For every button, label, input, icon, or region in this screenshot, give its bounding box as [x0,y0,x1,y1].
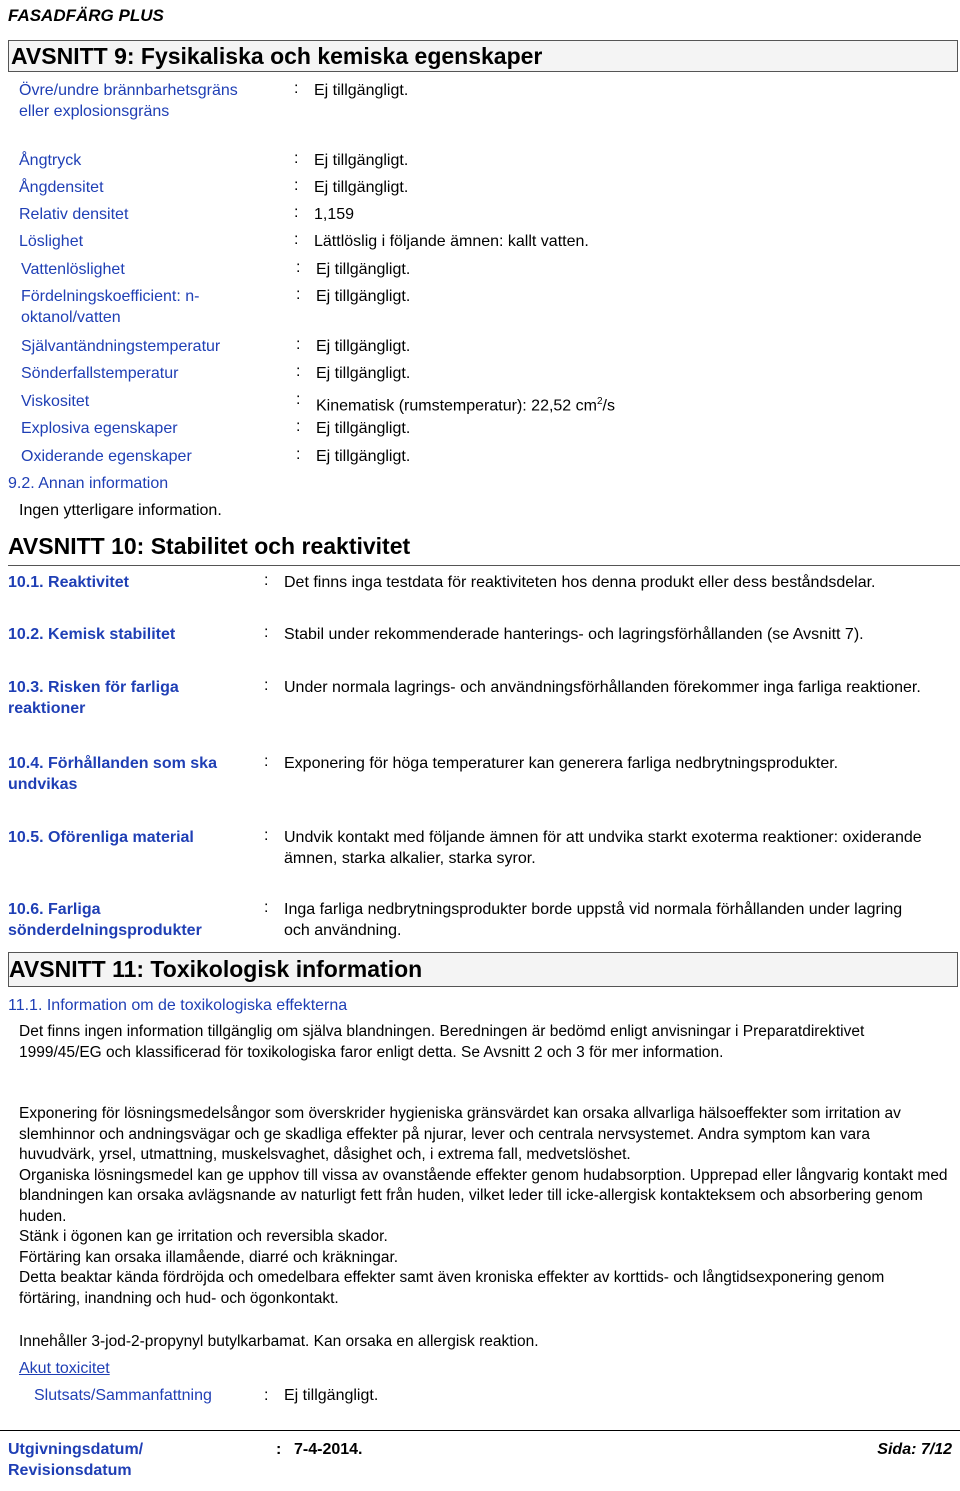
property-label: Löslighet [19,233,84,250]
colon: : [276,1441,282,1458]
incompatible-materials-value: Undvik kontakt med följande ämnen för att undvika starkt exoterma reaktioner: oxiderande ämnen, starka alkalier, starka syror. [284,829,922,867]
property-value: Ej tillgängligt. [316,448,411,465]
property-label: Ångtryck [19,152,82,169]
colon: : [296,363,301,380]
property-label: Relativ densitet [19,206,129,223]
colon: : [264,899,269,916]
colon: : [294,80,299,97]
toxicology-paragraph: Förtäring kan orsaka illamående, diarré och kräkningar. [19,1248,399,1266]
incompatible-materials-label: 10.5. Oförenliga material [8,829,194,846]
chemical-stability-value: Stabil under rekommenderade hanterings- och lagringsförhållanden (se Avsnitt 7). [284,626,864,643]
colon: : [296,446,301,463]
hazardous-reactions-label: 10.3. Risken för farliga reaktioner [8,679,179,717]
footer-date-label: Utgivningsdatum/ Revisionsdatum [8,1441,144,1479]
colon: : [264,827,269,844]
footer-divider [0,1430,960,1431]
property-value: Ej tillgängligt. [316,420,411,437]
section-9-title: AVSNITT 9: Fysikaliska och kemiska egenskaper [11,43,543,69]
toxicology-paragraph: Stänk i ögonen kan ge irritation och reversibla skador. [19,1228,388,1245]
colon: : [296,286,301,303]
colon: : [264,572,269,589]
document-product-name: FASADFÄRG PLUS [8,6,164,25]
property-label: Övre/undre brännbarhetsgräns eller explosionsgräns [19,82,238,120]
section-9-2-heading: 9.2. Annan information [8,475,169,492]
property-label: Oxiderande egenskaper [21,448,192,465]
footer-date-value: 7-4-2014. [294,1441,363,1458]
colon: : [294,150,299,167]
section-11-1-heading: 11.1. Information om de toxikologiska effekterna [8,997,348,1014]
property-label: Fördelningskoefficient: n-oktanol/vatten [21,288,200,326]
section-10-title: AVSNITT 10: Stabilitet och reaktivitet [8,533,411,559]
property-label: Självantändningstemperatur [21,338,221,355]
toxicology-paragraph: Organiska lösningsmedel kan ge upphov till vissa av ovanstående effekter genom hudabsorption. Upprepad eller långvarig kontakt med blandningen kan orsaka avlägsnande av naturligt fett från huden, vilket leder till icke-allergisk kontakteksem och absorbering genom huden. [19,1166,948,1225]
colon: : [294,177,299,194]
reactivity-label: 10.1. Reaktivitet [8,574,129,591]
acute-toxicity-heading: Akut toxicitet [19,1360,110,1377]
property-label: Ångdensitet [19,179,104,196]
property-value: Ej tillgängligt. [314,152,409,169]
decomposition-products-value: Inga farliga nedbrytningsprodukter borde uppstå vid normala förhållanden under lagring och användning. [284,901,903,939]
conditions-to-avoid-value: Exponering för höga temperaturer kan generera farliga nedbrytningsprodukter. [284,755,839,772]
colon: : [264,624,269,641]
colon: : [296,336,301,353]
colon: : [296,391,301,408]
property-value: Ej tillgängligt. [316,365,411,382]
colon: : [294,231,299,248]
property-value: Ej tillgängligt. [316,261,411,278]
conditions-to-avoid-label: 10.4. Förhållanden som ska undvikas [8,755,217,793]
toxicology-intro-paragraph: Det finns ingen information tillgänglig om själva blandningen. Beredningen är bedömd enligt anvisningar i Preparatdirektivet 1999/45/EG och klassificerad för toxikologiska faror enligt detta. Se Avsnitt 2 och 3 för mer information. [19,1023,865,1061]
toxicology-paragraph: Exponering för lösningsmedelsångor som överskrider hygieniska gränsvärdet kan orsaka allvarliga hälsoeffekter som irritation av slemhinnor och andningsvägar och ge skadliga effekter på njurar, lever och centrala nervsystemet. Andra symptom kan vara huvudvärk, yrsel, utmattning, muskelsvaghet, dåsighet och, i extrema fall, medvetslöshet. [19,1105,901,1163]
toxicology-exposure-block [19,1104,949,1309]
property-value: Lättlöslig i följande ämnen: kallt vatten. [314,233,589,250]
property-label: Vattenlöslighet [21,261,125,278]
toxicology-paragraph: Detta beaktar kända fördröjda och omedelbara effekter samt även kroniska effekter av korttids- och långtidsexponering genom förtäring, inandning och hud- och ögonkontakt. [19,1269,885,1307]
section-9-2-text: Ingen ytterligare information. [19,502,222,519]
property-label: Explosiva egenskaper [21,420,178,437]
section-11-title: AVSNITT 11: Toxikologisk information [9,956,423,982]
hazardous-reactions-value: Under normala lagrings- och användningsförhållanden förekommer inga farliga reaktioner. [284,679,921,696]
property-value: Ej tillgängligt. [316,338,411,355]
colon: : [264,677,269,694]
decomposition-products-label: 10.6. Farliga sönderdelningsprodukter [8,901,202,939]
footer-page-number: Sida: 7/12 [877,1441,952,1458]
colon: : [264,753,269,770]
summary-label: Slutsats/Sammanfattning [34,1387,212,1404]
section-9-header [8,40,958,72]
toxicology-allergen-note: Innehåller 3-jod-2-propynyl butylkarbamat. Kan orsaka en allergisk reaktion. [19,1333,539,1350]
property-value: 1,159 [314,206,355,223]
chemical-stability-label: 10.2. Kemisk stabilitet [8,626,176,643]
section-10-divider [8,565,960,566]
property-value: Ej tillgängligt. [314,179,409,196]
colon: : [294,204,299,221]
reactivity-value: Det finns inga testdata för reaktiviteten hos denna produkt eller dess beståndsdelar. [284,574,876,591]
section-11-header [8,952,958,987]
colon: : [296,418,301,435]
property-value: Ej tillgängligt. [314,82,409,99]
summary-value: Ej tillgängligt. [284,1387,379,1404]
property-label: Sönderfallstemperatur [21,365,179,382]
colon: : [264,1387,269,1404]
property-value: Ej tillgängligt. [316,288,411,305]
property-value-viscosity: Kinematisk (rumstemperatur): 22,52 $cm^2/s$ [316,396,615,415]
colon: : [296,259,301,276]
property-label: Viskositet [21,393,90,410]
